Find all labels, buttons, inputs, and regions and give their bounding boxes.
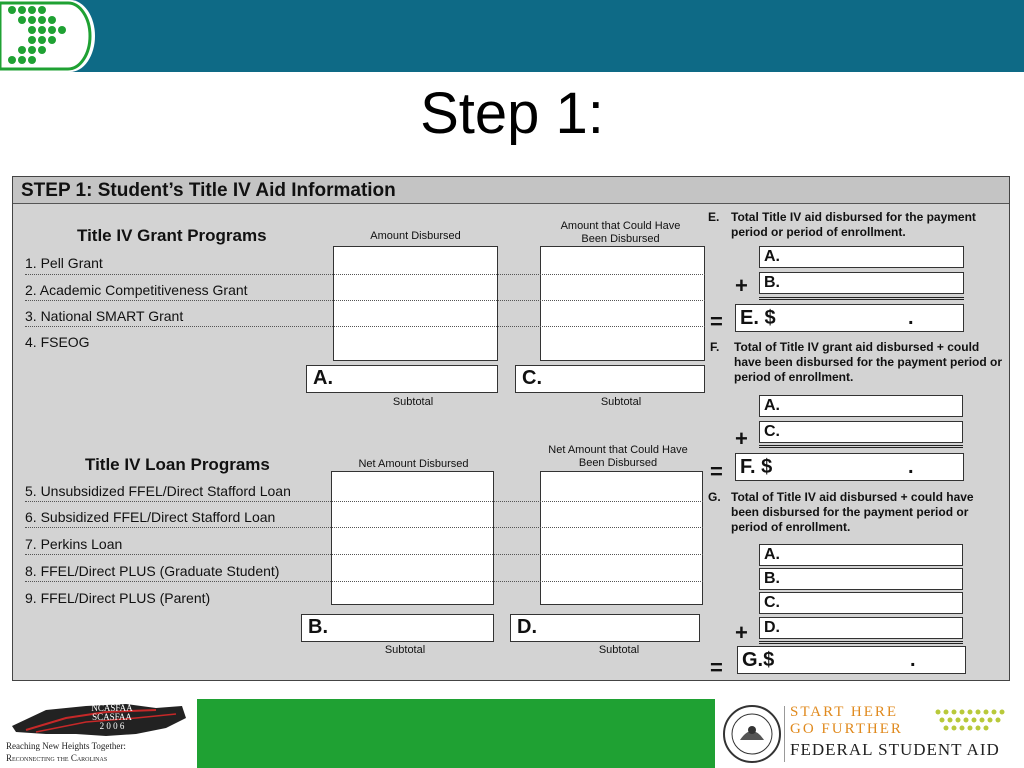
calc-g-label: G. (708, 490, 721, 504)
logo-scasfaa: SCASFAA (92, 712, 132, 722)
logo-tagline-2: Reconnecting the Carolinas (6, 753, 108, 763)
calc-g-line-b[interactable]: B. (759, 568, 963, 590)
calc-f-text: Total of Title IV grant aid disbursed + could have been disbursed for the payment period or period of enrollment. (734, 340, 1003, 384)
decimal-point: . (908, 456, 914, 478)
calc-e-text: Total Title IV aid disbursed for the payment period or period of enrollment. (731, 210, 976, 239)
calc-g-text: Total of Title IV aid disbursed + could have been disbursed for the payment period or period of enrollment. (731, 490, 974, 534)
row-divider (25, 274, 705, 275)
header-band (0, 0, 1024, 72)
form-header: STEP 1: Student’s Title IV Aid Information (13, 177, 1009, 204)
grant-row: 1. Pell Grant (25, 255, 103, 271)
calc-g-line-d[interactable]: D. (759, 617, 963, 639)
plus-icon: + (735, 273, 748, 298)
loan-row: 9. FFEL/Direct PLUS (Parent) (25, 590, 211, 606)
calc-f-label: F. (710, 340, 720, 354)
calc-g-result-label: G.$ (742, 649, 775, 671)
grant-row: 3. National SMART Grant (25, 308, 184, 324)
loan-col-disbursed: Net Amount Disbursed (358, 458, 469, 470)
logo-ncasfaa: NCASFAA (91, 703, 133, 713)
slide-title: Step 1: (420, 81, 604, 146)
calc-e-result[interactable] (735, 304, 964, 332)
fsa-logo (718, 700, 1024, 768)
row-divider (25, 326, 705, 327)
subtotal-caption: Subtotal (598, 644, 640, 656)
subtotal-d-field[interactable]: D. (510, 614, 700, 642)
calc-e-label: E. (708, 210, 720, 224)
grant-row: 4. FSEOG (25, 334, 90, 350)
subtotal-caption: Subtotal (384, 644, 426, 656)
loan-row: 6. Subsidized FFEL/Direct Stafford Loan (25, 509, 276, 525)
dept-education-seal-icon (722, 704, 782, 764)
row-divider (25, 300, 705, 301)
logo-divider (784, 706, 785, 762)
fsa-start-here: START HERE (790, 704, 899, 720)
subtotal-a-field[interactable]: A. (306, 365, 498, 393)
calc-e-line-a[interactable]: A. (759, 246, 964, 268)
calc-g-result[interactable] (737, 646, 966, 674)
row-divider (25, 527, 703, 528)
fsa-dot-pattern-icon (932, 706, 1012, 734)
grant-could-box[interactable] (540, 246, 705, 361)
subtotal-caption: Subtotal (600, 396, 642, 408)
equals-icon: = (710, 309, 723, 334)
logo-tagline-1: Reaching New Heights Together: (6, 741, 126, 751)
loan-disbursed-box[interactable] (331, 471, 494, 605)
equals-icon: = (710, 459, 723, 484)
calc-g-line-c[interactable]: C. (759, 592, 963, 614)
footer-green-strip (197, 699, 715, 768)
row-divider (25, 501, 703, 502)
step1-form (12, 176, 1010, 681)
grant-col-disbursed: Amount Disbursed (370, 230, 461, 242)
decimal-point: . (910, 649, 916, 671)
row-divider (25, 581, 703, 582)
subtotal-b-field[interactable]: B. (301, 614, 494, 642)
grant-disbursed-box[interactable] (333, 246, 498, 361)
row-divider (25, 554, 703, 555)
calc-f-result-label: F. $ (740, 456, 773, 478)
grant-row: 2. Academic Competitiveness Grant (25, 282, 248, 298)
loan-could-box[interactable] (540, 471, 703, 605)
fsa-federal-student-aid: FEDERAL STUDENT AID (790, 740, 1000, 759)
plus-icon: + (735, 620, 748, 645)
loan-row: 8. FFEL/Direct PLUS (Graduate Student) (25, 563, 280, 579)
logo-year: 2 0 0 6 (99, 721, 125, 731)
dot-logo-icon (0, 0, 96, 72)
calc-f-line-a[interactable]: A. (759, 395, 963, 417)
loan-col-could: Net Amount that Could Have Been Disbursed (548, 444, 688, 469)
conference-logo (6, 700, 194, 766)
subtotal-c-field[interactable]: C. (515, 365, 705, 393)
calc-f-line-c[interactable]: C. (759, 421, 963, 443)
loan-section-title: Title IV Loan Programs (85, 455, 270, 474)
sum-rule (759, 445, 963, 448)
calc-f-result[interactable] (735, 453, 964, 481)
plus-icon: + (735, 426, 748, 451)
grant-section-title: Title IV Grant Programs (77, 226, 267, 245)
decimal-point: . (908, 307, 914, 329)
grant-col-could: Amount that Could Have Been Disbursed (560, 220, 681, 245)
equals-icon: = (710, 655, 723, 680)
calc-e-result-label: E. $ (740, 307, 776, 329)
subtotal-caption: Subtotal (392, 396, 434, 408)
calc-g-line-a[interactable]: A. (759, 544, 963, 566)
sum-rule (759, 641, 963, 644)
loan-row: 5. Unsubsidized FFEL/Direct Stafford Loan (25, 483, 291, 499)
fsa-go-further: GO FURTHER (790, 721, 903, 737)
calc-e-line-b[interactable]: B. (759, 272, 964, 294)
loan-row: 7. Perkins Loan (25, 536, 123, 552)
sum-rule (759, 297, 964, 300)
